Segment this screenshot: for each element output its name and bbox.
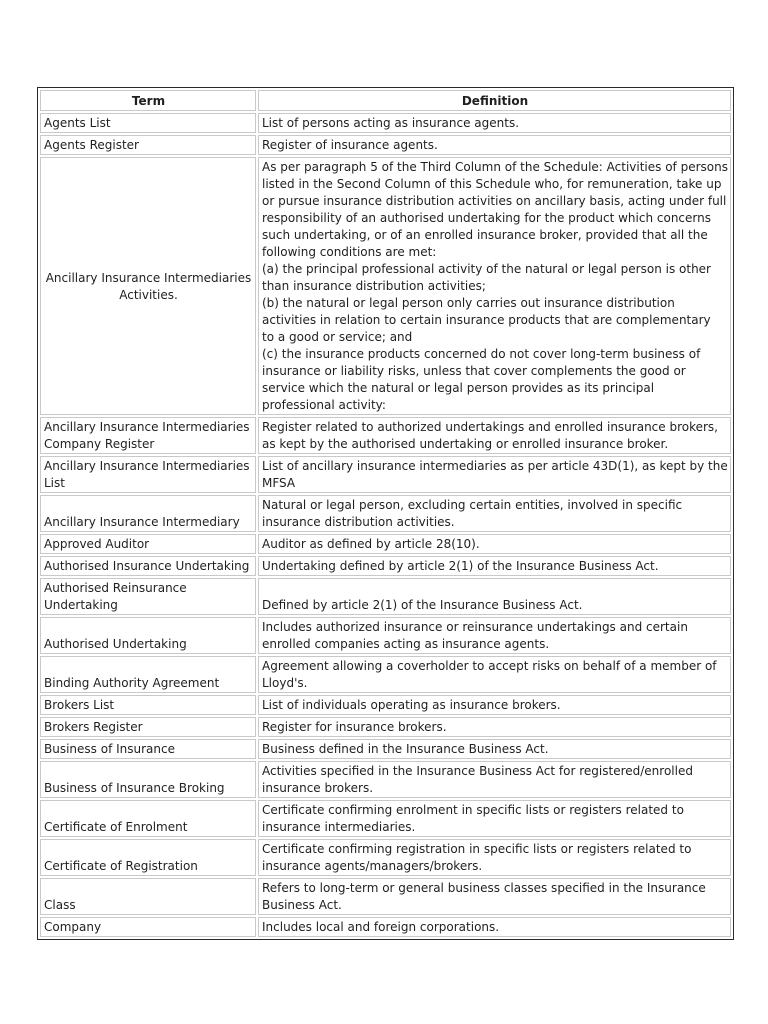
term-column-header: Term [40, 90, 256, 111]
table-row [40, 717, 731, 737]
definition-cell: Undertaking defined by article 2(1) of the Insurance Business Act. [258, 556, 731, 576]
definition-paragraph: to a good or service; and [262, 330, 413, 344]
term-cell: Agents List [40, 113, 256, 133]
table-row [40, 761, 731, 798]
term-cell: Ancillary Insurance Intermediaries List [40, 456, 256, 493]
definition-cell: List of ancillary insurance intermediaries as per article 43D(1), as kept by the MFSA [258, 456, 731, 493]
table-row [40, 135, 731, 155]
term-cell: Certificate of Registration [40, 839, 256, 876]
definition-column-header: Definition [258, 90, 731, 111]
definition-cell: Refers to long-term or general business classes specified in the Insurance Business Act. [258, 878, 731, 915]
term-cell: Brokers Register [40, 717, 256, 737]
term-cell: Company [40, 917, 256, 937]
definition-paragraph: (b) the natural or legal person only carries out insurance distribution activities in relation to certain insurance products that are complementary [262, 296, 711, 327]
definition-paragraph: (c) the insurance products concerned do not cover long-term business of insurance or liability risks, unless that cover complements the good or service which the natural or legal person provides as its principal professional activity: [262, 347, 701, 412]
definition-cell: Register related to authorized undertakings and enrolled insurance brokers, as kept by the authorised undertaking or enrolled insurance broker. [258, 417, 731, 454]
definition-cell: Includes local and foreign corporations. [258, 917, 731, 937]
term-cell: Class [40, 878, 256, 915]
table-row [40, 556, 731, 576]
definition-paragraph: As per paragraph 5 of the Third Column of the Schedule: Activities of persons listed in the Second Column of this Schedule who, for remuneration, take up or pursue insurance distribution activities on ancillary basis, acting under full responsibility of an authorised undertaking for the product which concerns such undertaking, or of an enrolled insurance broker, provided that all the following conditions are met: [262, 160, 728, 259]
term-cell: Approved Auditor [40, 534, 256, 554]
table-row [40, 578, 731, 615]
table-row [40, 534, 731, 554]
table-row [40, 113, 731, 133]
table-row [40, 695, 731, 715]
table-row [40, 495, 731, 532]
table-row [40, 800, 731, 837]
definition-cell: Auditor as defined by article 28(10). [258, 534, 731, 554]
definition-cell: Register of insurance agents. [258, 135, 731, 155]
glossary-table [38, 88, 733, 939]
glossary-table-container [37, 87, 734, 940]
table-row [40, 456, 731, 493]
definition-paragraph: (a) the principal professional activity of the natural or legal person is other than insurance distribution activities; [262, 262, 711, 293]
term-cell: Agents Register [40, 135, 256, 155]
definition-cell: Defined by article 2(1) of the Insurance Business Act. [258, 578, 731, 615]
table-row [40, 917, 731, 937]
table-row [40, 617, 731, 654]
definition-cell: Register for insurance brokers. [258, 717, 731, 737]
table-header-row [40, 90, 731, 111]
term-cell: Business of Insurance [40, 739, 256, 759]
definition-cell [258, 157, 731, 415]
term-cell: Authorised Undertaking [40, 617, 256, 654]
term-cell: Ancillary Insurance Intermediary [40, 495, 256, 532]
definition-cell: Natural or legal person, excluding certain entities, involved in specific insurance distribution activities. [258, 495, 731, 532]
table-row [40, 739, 731, 759]
term-cell: Brokers List [40, 695, 256, 715]
definition-cell: Business defined in the Insurance Business Act. [258, 739, 731, 759]
definition-cell: Certificate confirming registration in specific lists or registers related to insurance agents/managers/brokers. [258, 839, 731, 876]
term-cell: Ancillary Insurance Intermediaries Company Register [40, 417, 256, 454]
term-cell: Certificate of Enrolment [40, 800, 256, 837]
table-row [40, 417, 731, 454]
definition-cell: Includes authorized insurance or reinsurance undertakings and certain enrolled companies acting as insurance agents. [258, 617, 731, 654]
term-cell: Binding Authority Agreement [40, 656, 256, 693]
term-cell: Business of Insurance Broking [40, 761, 256, 798]
term-cell: Authorised Reinsurance Undertaking [40, 578, 256, 615]
definition-cell: List of individuals operating as insurance brokers. [258, 695, 731, 715]
table-row [40, 656, 731, 693]
term-cell: Authorised Insurance Undertaking [40, 556, 256, 576]
table-row [40, 839, 731, 876]
definition-cell: Certificate confirming enrolment in specific lists or registers related to insurance intermediaries. [258, 800, 731, 837]
definition-cell: List of persons acting as insurance agents. [258, 113, 731, 133]
table-row [40, 157, 731, 415]
definition-cell: Agreement allowing a coverholder to accept risks on behalf of a member of Lloyd's. [258, 656, 731, 693]
term-cell: Ancillary Insurance Intermediaries Activities. [40, 157, 256, 415]
table-row [40, 878, 731, 915]
definition-cell: Activities specified in the Insurance Business Act for registered/enrolled insurance brokers. [258, 761, 731, 798]
